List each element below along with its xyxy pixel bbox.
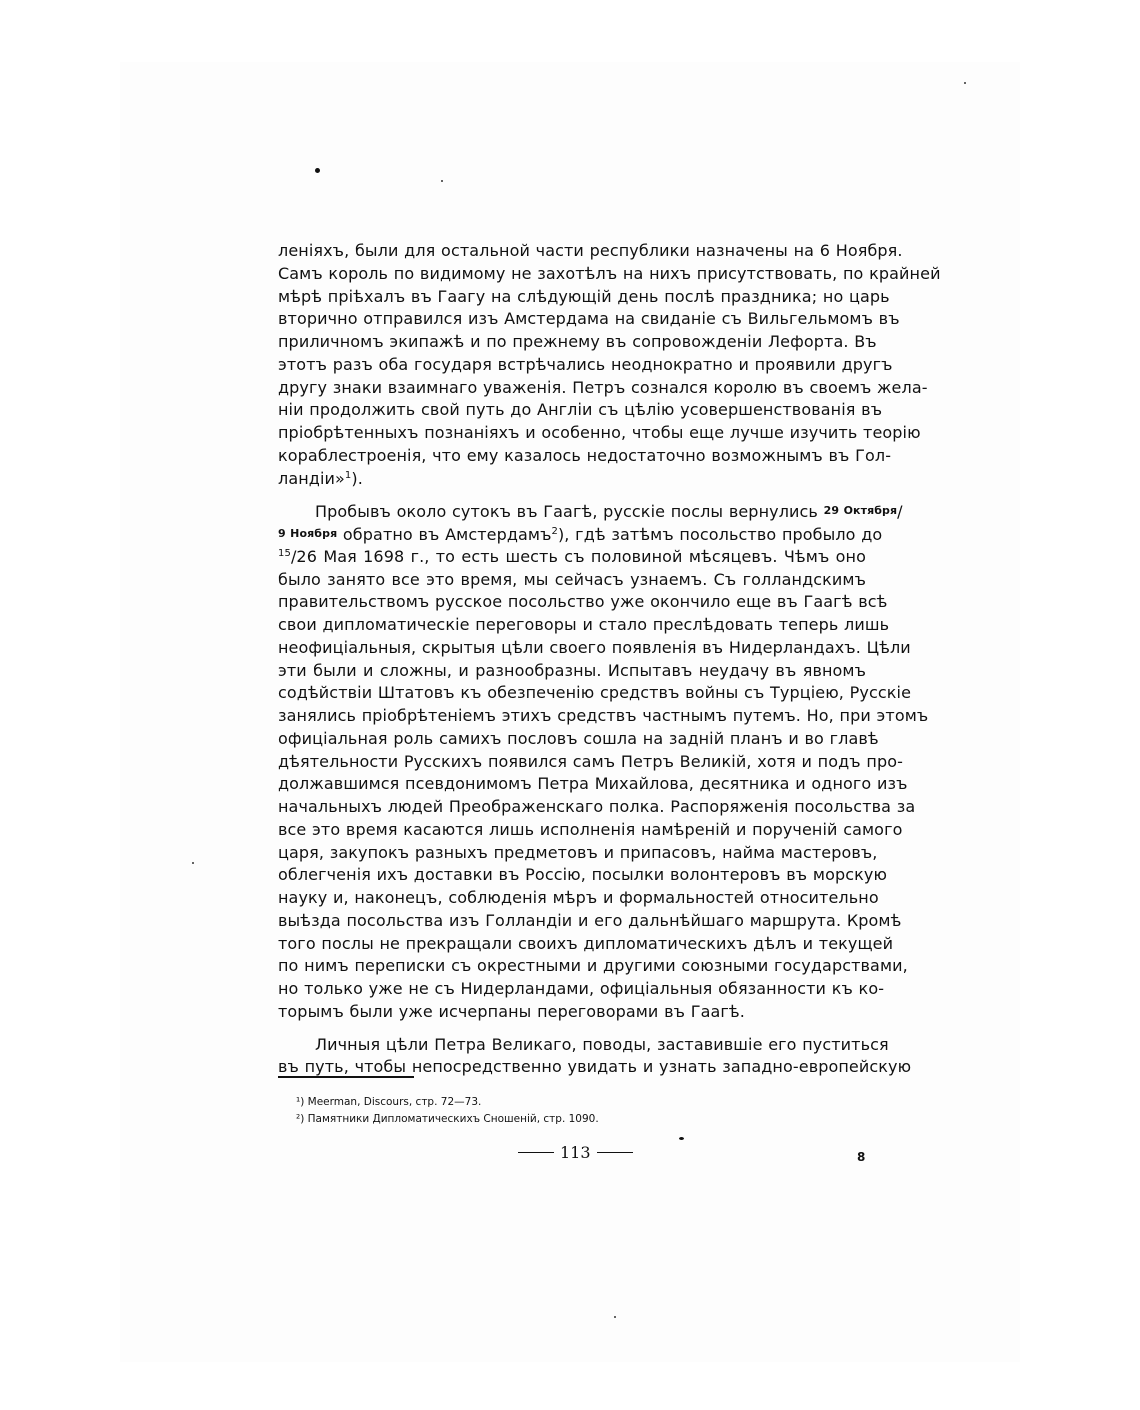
- page-number-dash-right: [597, 1152, 633, 1153]
- footnote-ref: 1: [344, 469, 352, 481]
- text-line: свои дипломатическіе переговоры и стало преслѣдовать теперь лишь: [278, 615, 890, 634]
- text-line: въ путь, чтобы непосредственно увидать и узнать западно-европейскую: [278, 1057, 912, 1077]
- footnote-marker: ¹): [296, 1096, 305, 1108]
- text-line: торымъ были уже исчерпаны переговорами въ Гаагѣ.: [278, 1001, 745, 1021]
- date-superscript: 29 Октября: [823, 504, 898, 518]
- text-line: вторично отправился изъ Амстердама на свиданіе съ Вильгельмомъ въ: [278, 309, 900, 329]
- footnotes: [296, 1094, 599, 1128]
- text-segment: ), гдѣ затѣмъ посольство пробыло до: [557, 525, 883, 544]
- page-number-dash-left: [518, 1152, 554, 1153]
- text-line: эти были и сложны, и разнообразны. Испытавъ неудачу въ явномъ: [278, 660, 866, 680]
- scan-speck: [964, 82, 966, 84]
- fraction-numerator: 15: [278, 547, 291, 559]
- text-line: содѣйствіи Штатовъ къ обезпеченію средствъ войны съ Турціею, Русскіе: [278, 683, 912, 703]
- text-segment: обратно въ Амстердамъ: [342, 525, 552, 544]
- footnote-rule: [278, 1076, 414, 1078]
- text-line: царя, закупокъ разныхъ предметовъ и припасовъ, найма мастеровъ,: [278, 842, 878, 862]
- text-line: Личныя цѣли Петра Великаго, поводы, заставившіе его пуститься: [315, 1034, 889, 1054]
- page-number-value: 113: [560, 1143, 591, 1162]
- text-line: начальныхъ людей Преображенскаго полка. Распоряженія посольства за: [278, 797, 916, 816]
- signature-mark: 8: [857, 1150, 866, 1164]
- text-line: по нимъ переписки съ окрестными и другими союзными государствами,: [278, 956, 908, 976]
- text-line: все это время касаются лишь исполненія намѣреній и порученій самого: [278, 819, 903, 839]
- text-segment: Мая 1698 г., то есть шесть съ половиной мѣсяцевъ. Чѣмъ оно: [323, 546, 867, 566]
- paragraph-2: [278, 500, 929, 1023]
- text-line: выѣзда посольства изъ Голландіи и его дальнѣйшаго маршрута. Кромѣ: [278, 910, 902, 930]
- footnote: [296, 1094, 599, 1111]
- text-line: кораблестроенія, что ему казалось недостаточно возможнымъ въ Гол-: [278, 445, 892, 465]
- text-line: этотъ разъ оба государя встрѣчались неоднократно и проявили другъ: [278, 354, 893, 374]
- text-line: [278, 523, 883, 546]
- text-segment: ).: [351, 468, 363, 488]
- text-segment: Пробывъ около сутокъ въ Гаагѣ, русскіе послы вернулись: [315, 502, 818, 522]
- fraction-denominator: /26: [290, 546, 317, 566]
- footnote: [296, 1111, 599, 1128]
- footnote-ref: 2: [551, 526, 558, 537]
- paragraph-1: [278, 240, 941, 490]
- paragraph-3: [278, 1034, 912, 1080]
- text-segment: /: [897, 502, 903, 522]
- body-text: [278, 240, 941, 1079]
- text-line: облегченія ихъ доставки въ Россію, посылки волонтеровъ въ морскую: [278, 865, 888, 885]
- scan-speck: [192, 862, 194, 864]
- text-line: ніи продолжить свой путь до Англіи съ цѣлію усовершенствованія въ: [278, 400, 883, 420]
- text-line: [278, 468, 866, 491]
- text-line: мѣрѣ пріѣхалъ въ Гаагу на слѣдующій день послѣ праздника; но царь: [278, 286, 890, 306]
- text-line: приличномъ экипажѣ и по прежнему въ сопровожденіи Лефорта. Въ: [278, 332, 877, 351]
- text-line: [278, 546, 866, 569]
- date-subscript: 9 Ноября: [278, 527, 338, 540]
- text-line: дѣятельности Русскихъ появился самъ Петръ Великій, хотя и подъ про-: [278, 751, 903, 771]
- text-line: но только уже не съ Нидерландами, офиціальныя обязанности къ ко-: [278, 979, 885, 998]
- footnote-text: Памятники Дипломатическихъ Сношеній, стр. 1090.: [307, 1113, 599, 1125]
- footnote-marker: ²): [296, 1113, 305, 1125]
- scan-speck: [614, 1316, 616, 1318]
- text-line: должавшимся псевдонимомъ Петра Михайлова, десятника и одного изъ: [278, 774, 908, 794]
- text-line: другу знаки взаимнаго уваженія. Петръ сознался королю въ своемъ жела-: [278, 377, 928, 397]
- text-line: леніяхъ, были для остальной части республики назначены на 6 Ноября.: [278, 241, 903, 260]
- text-line: Самъ король по видимому не захотѣлъ на нихъ присутствовать, по крайней: [278, 263, 941, 283]
- footnote-text: Meerman, Discours, стр. 72—73.: [307, 1096, 482, 1108]
- text-line: науку и, наконецъ, соблюденія мѣръ и формальностей относительно: [278, 888, 879, 907]
- text-line: того послы не прекращали своихъ дипломатическихъ дѣлъ и текущей: [278, 933, 894, 953]
- page-number: [512, 1143, 639, 1162]
- scan-speck: [315, 168, 320, 173]
- text-line: занялись пріобрѣтеніемъ этихъ средствъ частнымъ путемъ. Но, при этомъ: [278, 706, 929, 725]
- text-line: [278, 500, 903, 523]
- scan-speck: [679, 1137, 684, 1140]
- text-line: офиціальная роль самихъ пословъ сошла на задній планъ и во главѣ: [278, 728, 879, 748]
- text-segment: ландіи»: [278, 468, 345, 488]
- text-line: было занято все это время, мы сейчасъ узнаемъ. Съ голландскимъ: [278, 569, 866, 589]
- scan-speck: [441, 180, 443, 182]
- text-line: пріобрѣтенныхъ познаніяхъ и особенно, чтобы еще лучше изучить теорію: [278, 423, 921, 442]
- text-line: неофиціальныя, скрытыя цѣли своего появленія въ Нидерландахъ. Цѣли: [278, 637, 911, 657]
- text-line: правительствомъ русское посольство уже окончило еще въ Гаагѣ всѣ: [278, 592, 888, 612]
